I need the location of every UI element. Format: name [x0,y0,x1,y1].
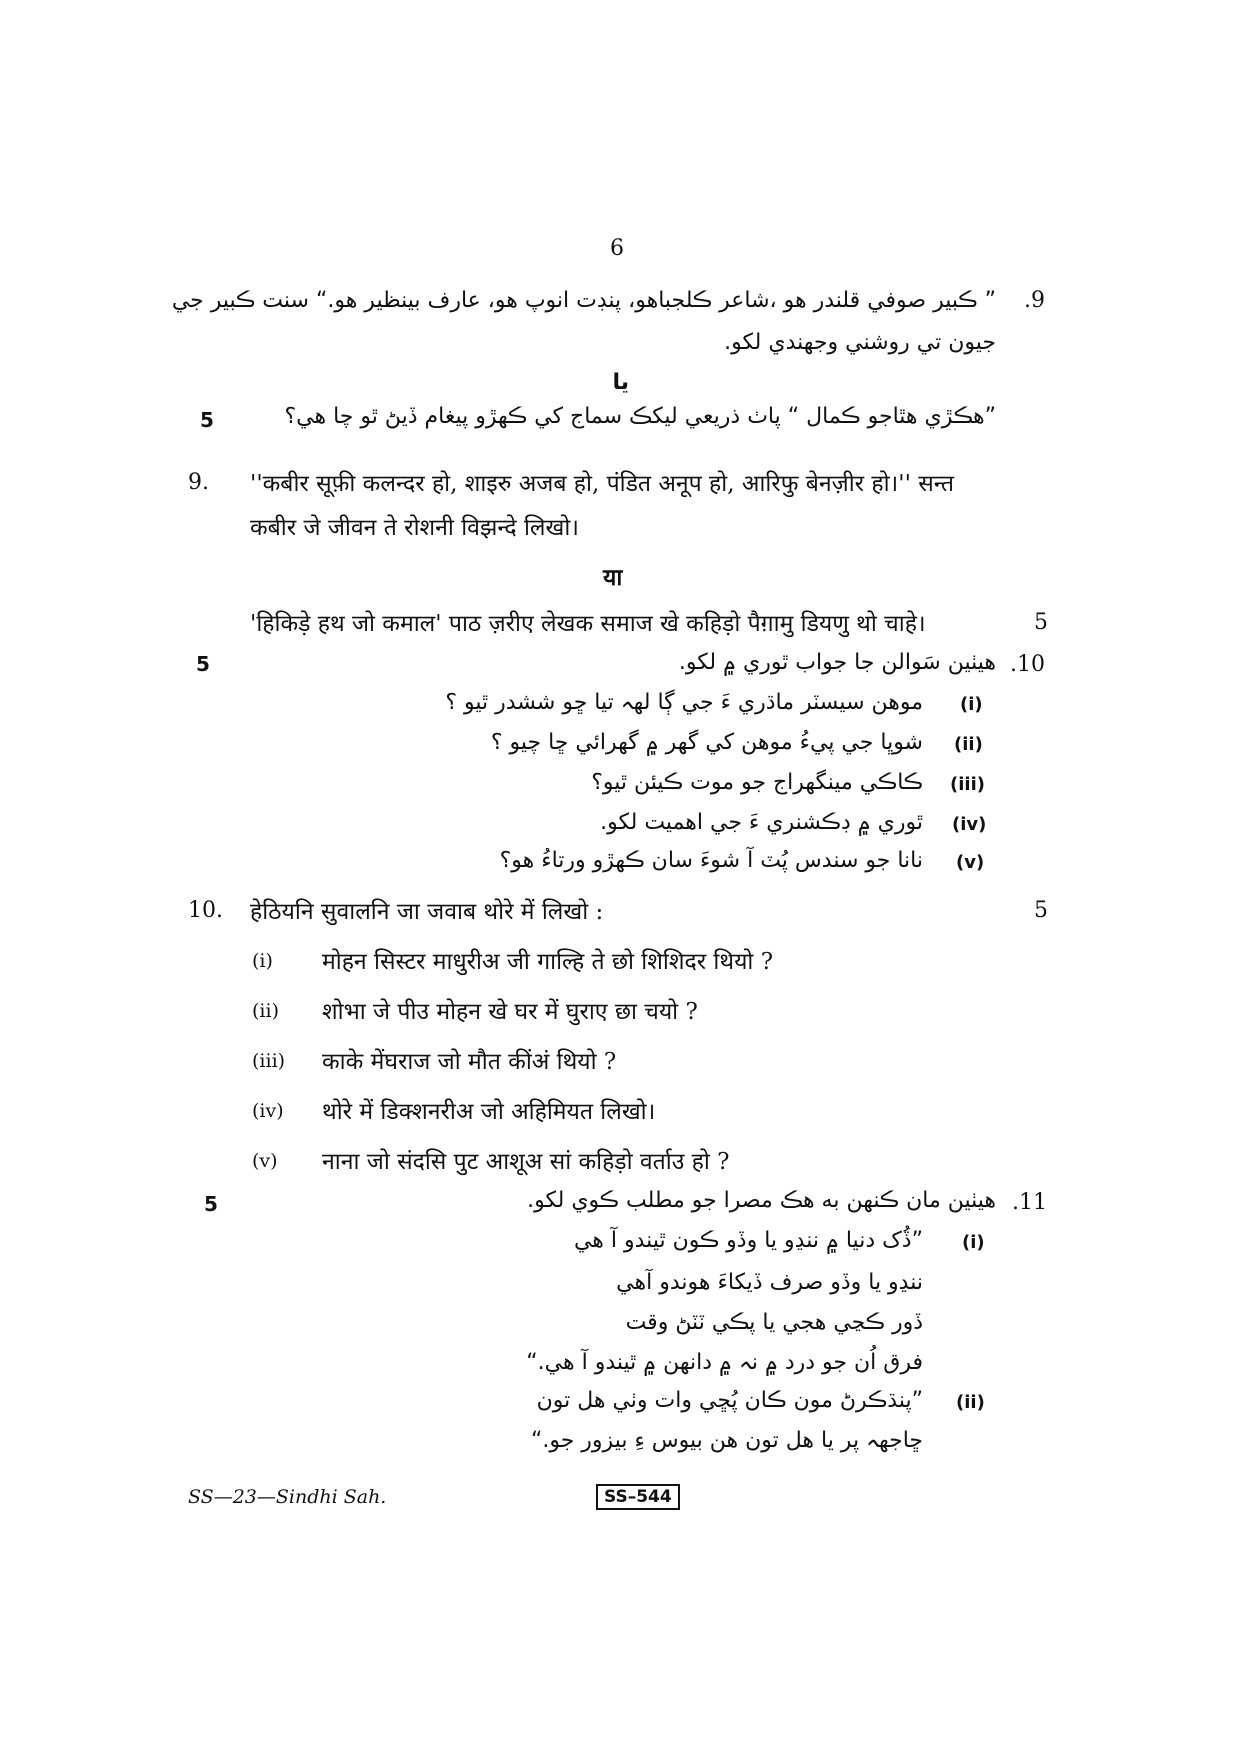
q10-sindhi-item-text: ڪاڪي مينگهراج جو موت ڪيئن ٿيو؟ [591,770,923,795]
q10-hindi-marks: 5 [1034,898,1048,923]
q10-sindhi-item-label: (iii) [950,774,985,795]
q11-poem-line: فرق اُن جو درد ۾ نہ ۾ دانهن ۾ ٿيندو آ هي.“ [526,1350,923,1375]
q10-sindhi-item-text: موهن سيسٽر ماڌري ءَ جي ڳا لهہ تيا ڇو ششدر ٿيو ؟ [445,690,923,715]
q9-hindi-line2: कबीर जे जीवन ते रोशनी विझन्दे लिखो। [250,515,579,541]
q10-hindi-item-text: काके मेंघराज जो मौत कींअं थियो ? [322,1049,617,1075]
q10-hindi-item-text: थोरे में डिक्शनरीअ जो अहिमियत लिखो। [322,1099,656,1125]
q10-sindhi-number: .10 [1010,652,1045,677]
q9-sindhi-alt: ”هڪڙي هٿاجو ڪمال “ پاٺ ذريعي ليکڪ سماج کي ڪهڙو پيغام ڏيڻ ٿو چا هي؟ [284,404,996,429]
q10-hindi-item-text: शोभा जे पीउ मोहन खे घर में घुराए छा चयो ? [322,999,698,1025]
q10-hindi-item-label: (v) [252,1150,278,1172]
q11-sindhi-marks: 5 [204,1192,218,1216]
q11-poem-line: ڇاجهہ پر يا هل تون هن بيوس ءِ بيزور جو.“ [530,1428,923,1453]
q10-hindi-item-label: (ii) [252,1000,279,1022]
q9-sindhi-number: .9 [1024,288,1045,313]
q10-sindhi-item-label: (i) [960,694,983,715]
footer-series-code: SS–544 [596,1484,680,1510]
q10-hindi-item-label: (iii) [252,1050,286,1072]
q9-sindhi-marks: 5 [200,408,214,432]
q11-sindhi-number: .11 [1012,1190,1047,1215]
footer-paper-code: SS—23—Sindhi Sah. [188,1486,387,1508]
q9-sindhi-or: يا [612,370,629,395]
q10-hindi-item-text: नाना जो संदसि पुट आशूअ सां कहिड़ो वर्ताउ हो ? [322,1149,730,1175]
q10-sindhi-item-label: (iv) [952,814,987,835]
q9-hindi-number: 9. [188,470,209,495]
page-number: 6 [610,236,624,261]
q10-hindi-item-text: मोहन सिस्टर माधुरीअ जी गाल्हि ते छो शिशिदर थियो ? [322,949,774,975]
q11-sindhi-heading: هيٺين مان ڪنهن به هڪ مصرا جو مطلب ڪوي لکو. [527,1188,996,1213]
q10-sindhi-item-label: (v) [956,852,985,873]
q11-poem-line: ڏور ڪڃي هجي يا پڪي ٽٽڻ وقت [625,1310,923,1335]
q11-poem-line: ”پنڌڪرڻ مون ڪان پُڇي وات وٺي هل تون [536,1388,923,1413]
q10-hindi-item-label: (iv) [252,1100,284,1122]
q10-hindi-item-label: (i) [252,950,273,972]
q10-sindhi-marks: 5 [196,652,210,676]
q10-hindi-number: 10. [188,898,223,923]
q11-poem-line: ”ڏُک دنيا ۾ ننڍو يا وڏو ڪون ٿيندو آ هي [573,1228,923,1253]
q9-sindhi-line2: جيون تي روشني وجهندي لکو. [724,330,996,355]
q10-sindhi-item-text: ٿوري ۾ ڊڪشنري ءَ جي اهميت لکو. [600,810,923,835]
q11-poem-line: ننڍو يا وڏو صرف ڏيکاءَ هوندو آهي [616,1270,923,1295]
q10-sindhi-item-text: نانا جو سندس پُٽ آ شوءَ سان ڪهڙو ورتاءُ هو؟ [499,848,923,873]
q10-hindi-heading: हेठियनि सुवालनि जा जवाब थोरे में लिखो : [250,899,604,925]
q10-sindhi-item-label: (ii) [954,734,983,755]
q10-sindhi-heading: هيٺين سَوالن جا جواب ٿوري ۾ لکو. [678,650,996,675]
q9-hindi-marks: 5 [1034,610,1048,635]
q10-sindhi-item-text: شوڀا جي پيءُ موهن کي گهر ۾ گهرائي ڇا چيو ؟ [490,730,923,755]
q9-hindi-line1: ''कबीर सूफ़ी कलन्दर हो, शाइरु अजब हो, पंडित अनूप हो, आरिफु बेनज़ीर हो।'' सन्त [250,471,954,497]
q9-hindi-or: या [603,564,623,591]
q11-sindhi-item-label: (ii) [956,1392,985,1413]
q9-sindhi-line1: ” ڪبير صوفي قلندر هو ،شاعر ڪلجباهو، پنڊت انوپ هو، عارف بينظير هو.“ سنت ڪبير جي [171,288,996,313]
q11-sindhi-item-label: (i) [962,1232,985,1253]
q9-hindi-alt: 'हिकिड़े हथ जो कमाल' पाठ ज़रीए लेखक समाज खे कहिड़ो पैग़ामु डियणु थो चाहे। [250,611,926,637]
